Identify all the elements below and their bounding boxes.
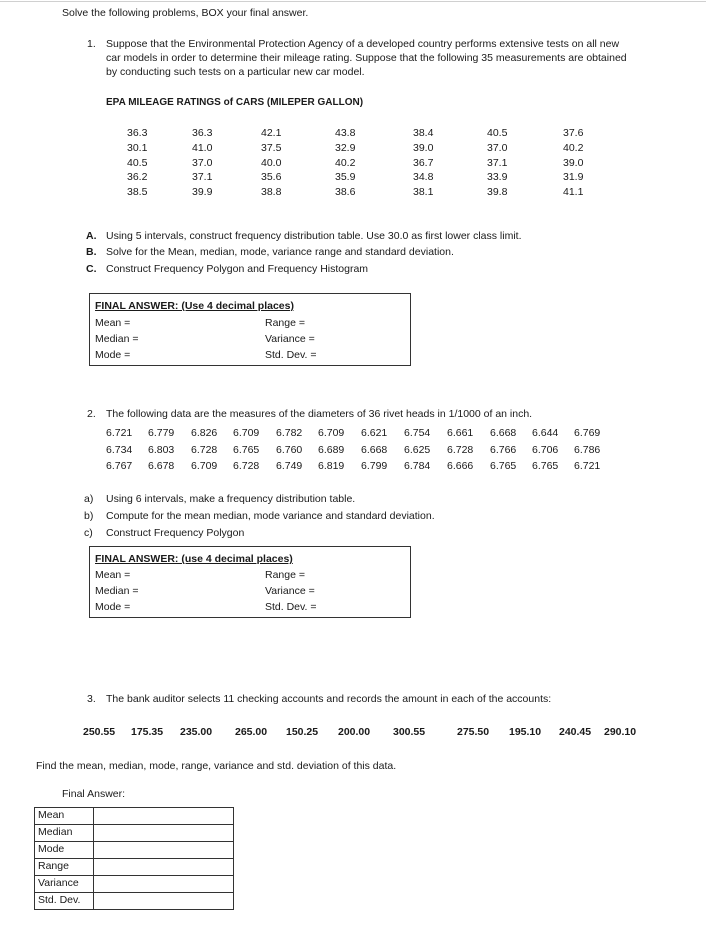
answer-box-title: FINAL ANSWER: (use 4 decimal places) [95,553,293,565]
epa-cell: 32.9 [335,141,356,154]
variance-label: Variance = [265,585,315,597]
mean-label: Mean = [95,569,131,581]
answer-row-value-cell[interactable] [94,842,234,859]
rivet-cell: 6.765 [490,460,517,472]
problem1-line-2: car models in order to determine their mileage rating. Suppose that the following 35 measurements are obtained [106,52,627,64]
epa-cell: 38.4 [413,127,434,139]
answer-row [35,808,234,825]
account-value: 240.45 [559,726,592,738]
epa-cell: 36.3 [192,127,213,139]
rivet-cell: 6.621 [361,427,388,439]
rivet-cell: 6.779 [148,427,175,439]
rivet-cell: 6.767 [106,460,133,472]
final-answer-table [34,807,234,910]
rivet-cell: 6.644 [532,427,559,439]
rivet-cell: 6.799 [361,460,388,472]
task-b-label: b) [84,510,94,522]
epa-cell: 38.1 [413,186,434,199]
rivet-cell: 6.734 [106,443,133,456]
account-value: 235.00 [180,726,213,738]
mode-label: Mode = [95,601,131,613]
rivet-cell: 6.706 [532,443,559,456]
rivet-cell: 6.709 [191,460,218,472]
account-value: 265.00 [235,726,268,738]
answer-row [35,842,234,859]
rivet-cell: 6.728 [233,460,260,472]
mode-label: Mode = [95,349,131,361]
answer-row-label: Mode [35,842,94,859]
rivet-cell: 6.760 [276,443,303,456]
epa-cell: 37.1 [192,171,213,184]
epa-cell: 30.1 [127,141,148,154]
rivet-cell: 6.721 [106,427,133,439]
std-dev-label: Std. Dev. = [265,601,317,613]
problem1-number: 1. [87,38,96,50]
epa-cell: 31.9 [563,171,584,184]
answer-row [35,859,234,876]
rivet-cell: 6.709 [318,427,345,439]
task-C-label: C. [86,263,97,275]
answer-row-label: Range [35,859,94,876]
rivet-cell: 6.625 [404,443,431,456]
median-label: Median = [95,333,139,345]
median-label: Median = [95,585,139,597]
task-C-text: Construct Frequency Polygon and Frequency Histogram [106,263,369,275]
answer-row-label: Median [35,825,94,842]
task-B-text: Solve for the Mean, median, mode, variance range and standard deviation. [106,246,454,258]
answer-row-value-cell[interactable] [94,808,234,825]
epa-cell: 38.5 [127,186,148,199]
rivet-cell: 6.661 [447,427,474,439]
answer-box-title: FINAL ANSWER: (Use 4 decimal places) [95,300,294,312]
account-value: 275.50 [457,726,490,738]
problem1-line-1: Suppose that the Environmental Protection Agency of a developed country performs extensive tests on all new [106,38,620,50]
task-B-label: B. [86,246,97,258]
epa-cell: 37.6 [563,127,584,139]
answer-row-label: Mean [35,808,94,825]
rivet-cell: 6.728 [191,443,218,456]
epa-cell: 35.9 [335,171,356,184]
epa-cell: 37.1 [487,156,508,169]
epa-cell: 37.5 [261,141,282,154]
range-label: Range = [265,569,305,581]
rivet-cell: 6.754 [404,427,431,439]
answer-row [35,893,234,910]
rivet-cell: 6.678 [148,460,175,472]
account-value: 250.55 [83,726,116,738]
answer-row-value-cell[interactable] [94,893,234,910]
rivet-cell: 6.769 [574,427,601,439]
answer-row-label: Std. Dev. [35,893,94,910]
problem3-text: The bank auditor selects 11 checking accounts and records the amount in each of the accounts: [106,693,552,705]
rivet-cell: 6.709 [233,427,260,439]
page-top-border [0,1,706,2]
epa-cell: 33.9 [487,171,508,184]
rivet-cell: 6.728 [447,443,474,456]
rivet-cell: 6.721 [574,460,601,472]
account-value: 150.25 [286,726,319,738]
answer-row-value-cell[interactable] [94,859,234,876]
range-label: Range = [265,317,305,329]
rivet-cell: 6.784 [404,460,431,472]
rivet-cell: 6.749 [276,460,303,472]
account-value: 290.10 [604,726,637,738]
instruction-text: Solve the following problems, BOX your final answer. [62,7,309,19]
problem3-question: Find the mean, median, mode, range, variance and std. deviation of this data. [36,760,397,772]
epa-cell: 39.8 [487,186,508,199]
problem1-line-3: by conducting such tests on a particular new car model. [106,66,365,78]
problem3-number: 3. [87,693,96,705]
epa-cell: 38.8 [261,186,282,199]
answer-row [35,825,234,842]
mean-label: Mean = [95,317,131,329]
epa-cell: 40.2 [335,156,356,169]
rivet-cell: 6.765 [233,443,260,456]
epa-cell: 40.2 [563,141,584,154]
rivet-cell: 6.668 [490,427,517,439]
epa-cell: 35.6 [261,171,282,184]
rivet-cell: 6.766 [490,443,517,456]
rivet-cell: 6.668 [361,443,388,456]
epa-cell: 43.8 [335,127,356,139]
rivet-cell: 6.786 [574,443,601,456]
task-a-text: Using 6 intervals, make a frequency distribution table. [106,493,356,505]
epa-cell: 36.3 [127,127,148,139]
rivet-cell: 6.765 [532,460,559,472]
task-A-label: A. [86,230,97,242]
final-answer-label: Final Answer: [62,788,126,800]
epa-cell: 40.5 [487,127,508,139]
problem2-text: The following data are the measures of the diameters of 36 rivet heads in 1/1000 of an inch. [106,408,533,420]
task-c-label: c) [84,527,93,539]
problem2-answer-box [89,546,411,618]
epa-cell: 39.0 [563,156,584,169]
epa-cell: 41.0 [192,141,213,154]
rivet-cell: 6.689 [318,443,345,456]
rivet-cell: 6.819 [318,460,345,472]
account-value: 175.35 [131,726,164,738]
epa-cell: 37.0 [487,141,508,154]
task-a-label: a) [84,493,94,505]
epa-cell: 36.7 [413,156,434,169]
epa-cell: 36.2 [127,171,148,184]
epa-cell: 34.8 [413,171,434,184]
rivet-cell: 6.826 [191,427,218,439]
std-dev-label: Std. Dev. = [265,349,317,361]
rivet-cell: 6.803 [148,443,175,456]
epa-cell: 40.5 [127,156,148,169]
rivet-cell: 6.782 [276,427,303,439]
epa-cell: 39.0 [413,141,434,154]
answer-row-value-cell[interactable] [94,876,234,893]
task-b-text: Compute for the mean median, mode variance and standard deviation. [106,510,435,522]
account-value: 200.00 [338,726,371,738]
epa-table-title: EPA MILEAGE RATINGS of CARS (MILEPER GALLON) [106,97,364,108]
variance-label: Variance = [265,333,315,345]
epa-cell: 37.0 [192,156,213,169]
task-A-text: Using 5 intervals, construct frequency distribution table. Use 30.0 as first lower class limit. [106,230,522,242]
problem1-answer-box [89,293,411,366]
account-value: 195.10 [509,726,542,738]
epa-cell: 40.0 [261,156,282,169]
epa-cell: 41.1 [563,186,584,199]
answer-row [35,876,234,893]
answer-row-value-cell[interactable] [94,825,234,842]
rivet-cell: 6.666 [447,460,474,472]
account-value: 300.55 [393,726,426,738]
epa-cell: 39.9 [192,186,213,199]
answer-row-label: Variance [35,876,94,893]
epa-cell: 42.1 [261,127,282,139]
task-c-text: Construct Frequency Polygon [106,527,245,539]
epa-cell: 38.6 [335,186,356,199]
problem2-number: 2. [87,408,96,420]
